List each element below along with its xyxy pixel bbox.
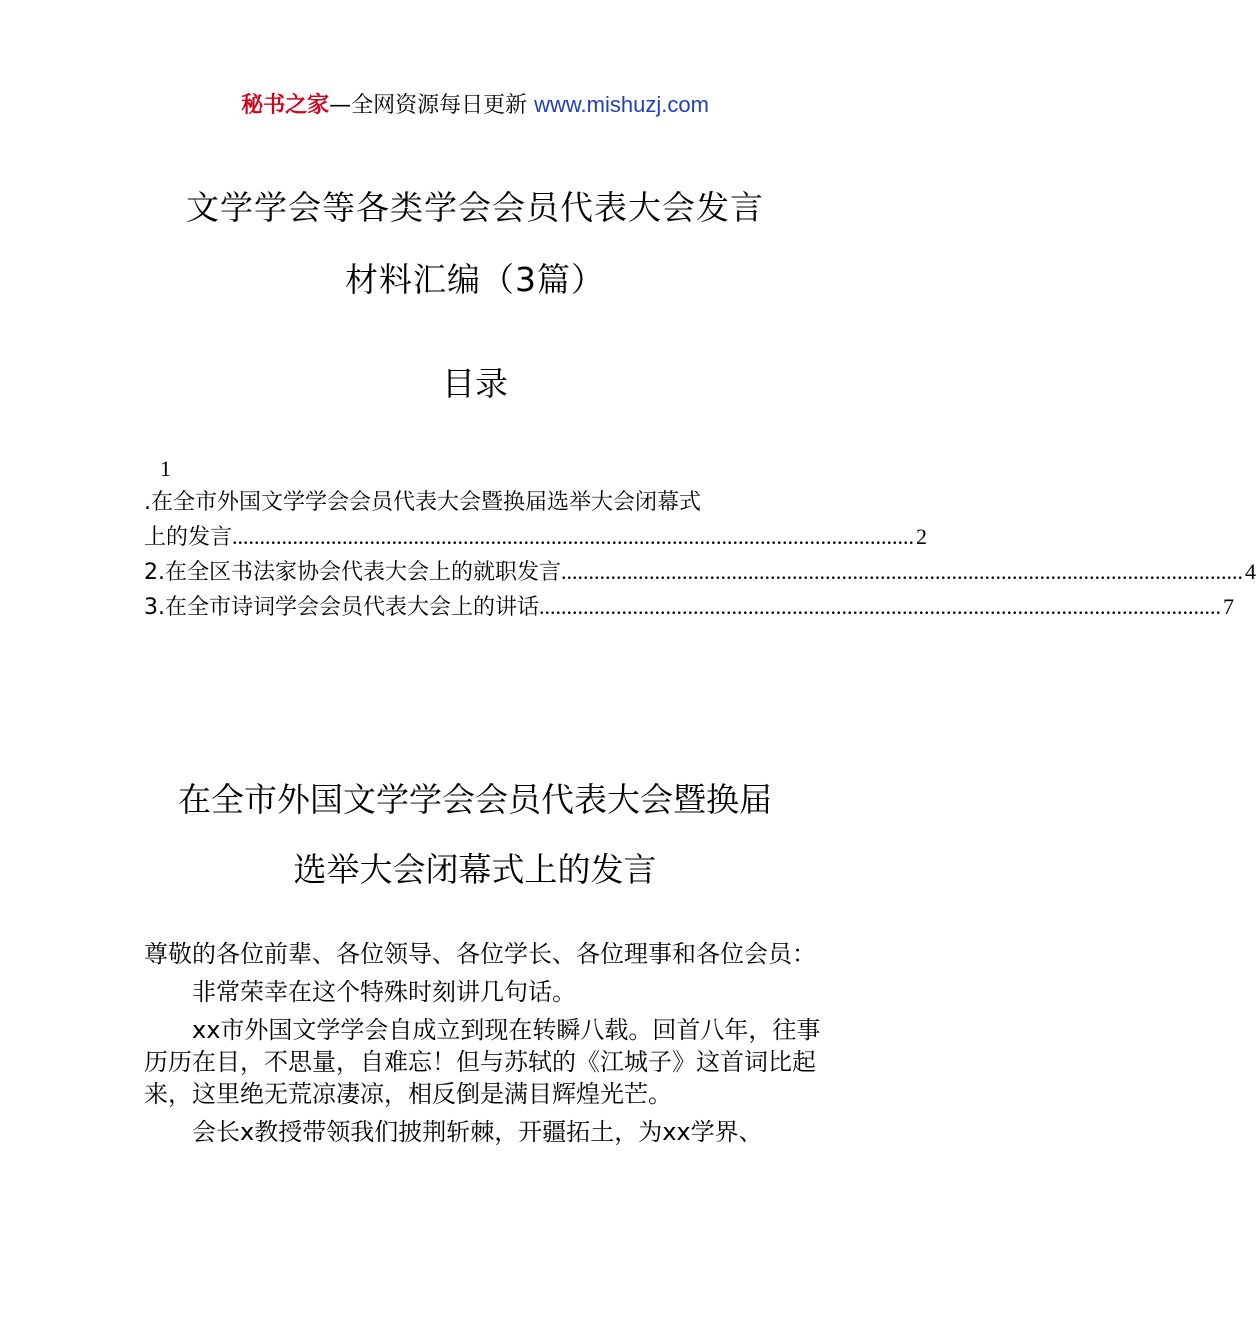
toc-first-line: .在全市外国文学学会会员代表大会暨换届选举大会闭幕式 [144,490,701,515]
header-dash: — [329,93,352,118]
toc-item-page: 7 [1223,594,1234,619]
section-title-line2: 选举大会闭幕式上的发言 [293,850,657,889]
site-header [0,88,950,123]
toc-item-page: 4 [1245,559,1256,584]
toc-item[interactable] [144,590,1234,625]
document-title-line1: 文学学会等各类学会会员代表大会发言 [186,188,764,227]
toc-first-number: 1 [160,456,171,481]
site-url-link[interactable]: www.mishuzj.com [534,92,709,117]
toc-item-text: 2.在全区书法家协会代表大会上的就职发言 [144,560,561,585]
toc-item-page: 2 [916,524,928,549]
paragraph: xx市外国文学学会自成立到现在转瞬八载。回首八年，往事历历在目，不思量，自难忘！但与苏轼的《江城子》这首词比起来，这里绝无荒凉凄凉，相反倒是满目辉煌光芒。 [144,1016,821,1108]
toc-item[interactable] [144,520,928,555]
document-title-line2: 材料汇编（3篇） [345,260,605,299]
toc-leader-dots: ............................................................................................................................ [232,524,915,549]
toc-item[interactable] [144,555,1256,590]
paragraph: 非常荣幸在这个特殊时刻讲几句话。 [192,978,576,1006]
paragraph: 会长x教授带领我们披荆斩棘，开疆拓土，为xx学界、 [192,1118,763,1146]
toc-leader-dots: ............................................................................................................................ [539,594,1221,619]
toc-leader-dots: ............................................................................................................................ [561,559,1243,584]
toc-item-text: 上的发言 [144,525,233,550]
brand-name: 秘书之家 [241,93,330,118]
toc-heading: 目录 [442,364,508,403]
table-of-contents [144,452,1256,625]
toc-item-text: 3.在全市诗词学会会员代表大会上的讲话 [144,595,539,620]
header-tagline: 全网资源每日更新 [351,93,535,118]
salutation: 尊敬的各位前辈、各位领导、各位学长、各位理事和各位会员： [144,940,816,968]
speech-body [144,938,824,1148]
section-title-line1: 在全市外国文学学会会员代表大会暨换届 [178,780,772,819]
